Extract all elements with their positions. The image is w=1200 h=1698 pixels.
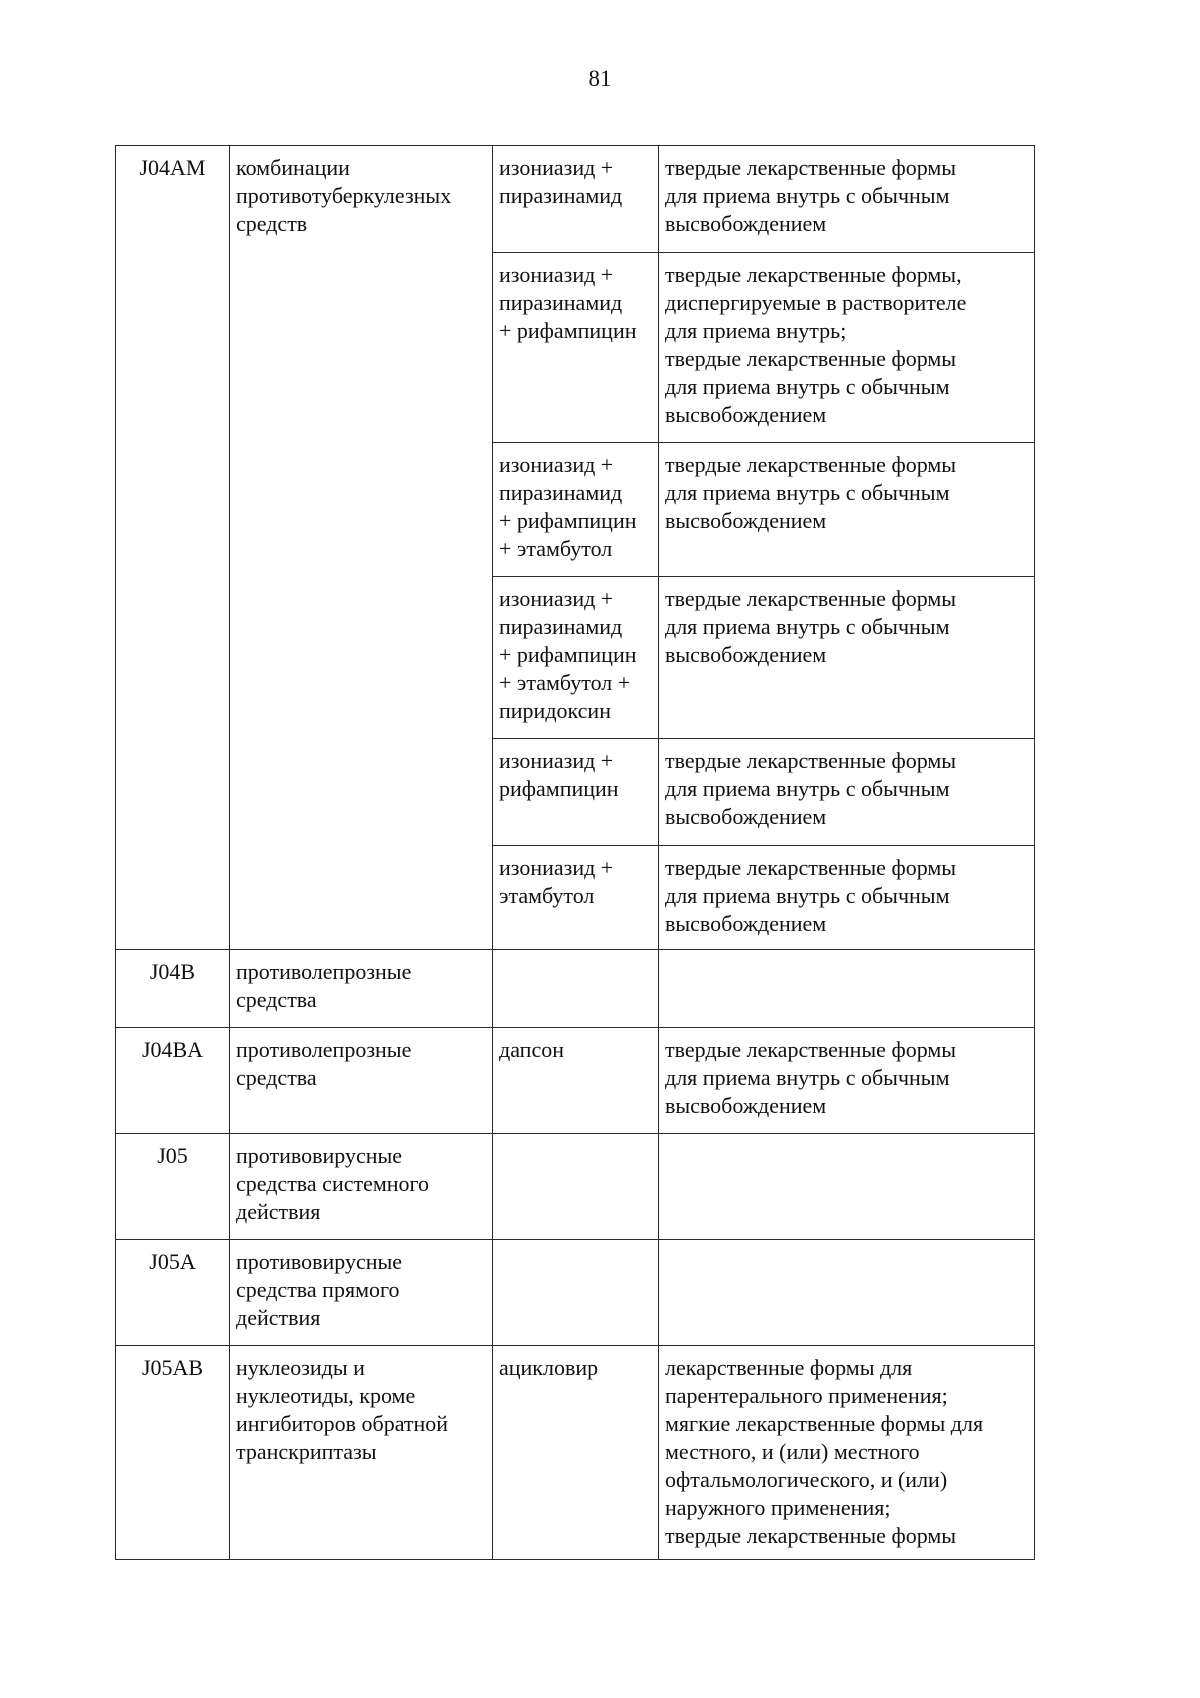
atc-code-cell: J04AM xyxy=(116,146,230,950)
atc-group-cell: противовирусные средства прямого действия xyxy=(230,1240,493,1346)
ingredient-cell: ацикловир xyxy=(493,1346,659,1560)
atc-code-cell: J05A xyxy=(116,1240,230,1346)
table-row xyxy=(116,1240,1035,1346)
dosage-form-cell xyxy=(659,1240,1035,1346)
atc-code-cell: J04B xyxy=(116,950,230,1028)
dosage-form-cell: твердые лекарственные формы для приема внутрь с обычным высвобождением xyxy=(659,577,1035,739)
table-row xyxy=(116,146,1035,253)
atc-group-cell: противолепрозные средства xyxy=(230,1028,493,1134)
ingredient-cell: изониазид + пиразинамид + рифампицин + этамбутол + пиридоксин xyxy=(493,577,659,739)
dosage-form-cell: твердые лекарственные формы для приема внутрь с обычным высвобождением xyxy=(659,739,1035,846)
ingredient-cell: изониазид + рифампицин xyxy=(493,739,659,846)
page-number: 81 xyxy=(588,66,612,91)
dosage-form-cell xyxy=(659,950,1035,1028)
table-row xyxy=(116,1028,1035,1134)
dosage-form-cell: твердые лекарственные формы для приема внутрь с обычным высвобождением xyxy=(659,846,1035,950)
table-row xyxy=(116,1134,1035,1240)
dosage-form-cell: твердые лекарственные формы для приема внутрь с обычным высвобождением xyxy=(659,1028,1035,1134)
ingredient-cell xyxy=(493,950,659,1028)
ingredient-cell: дапсон xyxy=(493,1028,659,1134)
ingredient-cell xyxy=(493,1134,659,1240)
dosage-form-cell: твердые лекарственные формы для приема внутрь с обычным высвобождением xyxy=(659,443,1035,577)
ingredient-cell: изониазид + этамбутол xyxy=(493,846,659,950)
atc-group-cell: комбинации противотуберкулезных средств xyxy=(230,146,493,950)
atc-code-cell: J05 xyxy=(116,1134,230,1240)
atc-code-cell: J05AB xyxy=(116,1346,230,1560)
dosage-form-cell: твердые лекарственные формы для приема внутрь с обычным высвобождением xyxy=(659,146,1035,253)
dosage-form-cell xyxy=(659,1134,1035,1240)
ingredient-cell xyxy=(493,1240,659,1346)
atc-group-cell: нуклеозиды и нуклеотиды, кроме ингибиторов обратной транскриптазы xyxy=(230,1346,493,1560)
table-row xyxy=(116,950,1035,1028)
atc-group-cell: противовирусные средства системного действия xyxy=(230,1134,493,1240)
atc-group-cell: противолепрозные средства xyxy=(230,950,493,1028)
dosage-form-cell: твердые лекарственные формы, диспергируемые в растворителе для приема внутрь; твердые лекарственные формы для приема внутрь с обычным высвобождением xyxy=(659,253,1035,443)
drug-table xyxy=(115,145,1035,1560)
ingredient-cell: изониазид + пиразинамид xyxy=(493,146,659,253)
ingredient-cell: изониазид + пиразинамид + рифампицин xyxy=(493,253,659,443)
dosage-form-cell: лекарственные формы для парентерального применения; мягкие лекарственные формы для местного, и (или) местного офтальмологического, и (или) наружного применения; твердые лекарственные формы xyxy=(659,1346,1035,1560)
table-row xyxy=(116,1346,1035,1560)
ingredient-cell: изониазид + пиразинамид + рифампицин + этамбутол xyxy=(493,443,659,577)
atc-code-cell: J04BA xyxy=(116,1028,230,1134)
